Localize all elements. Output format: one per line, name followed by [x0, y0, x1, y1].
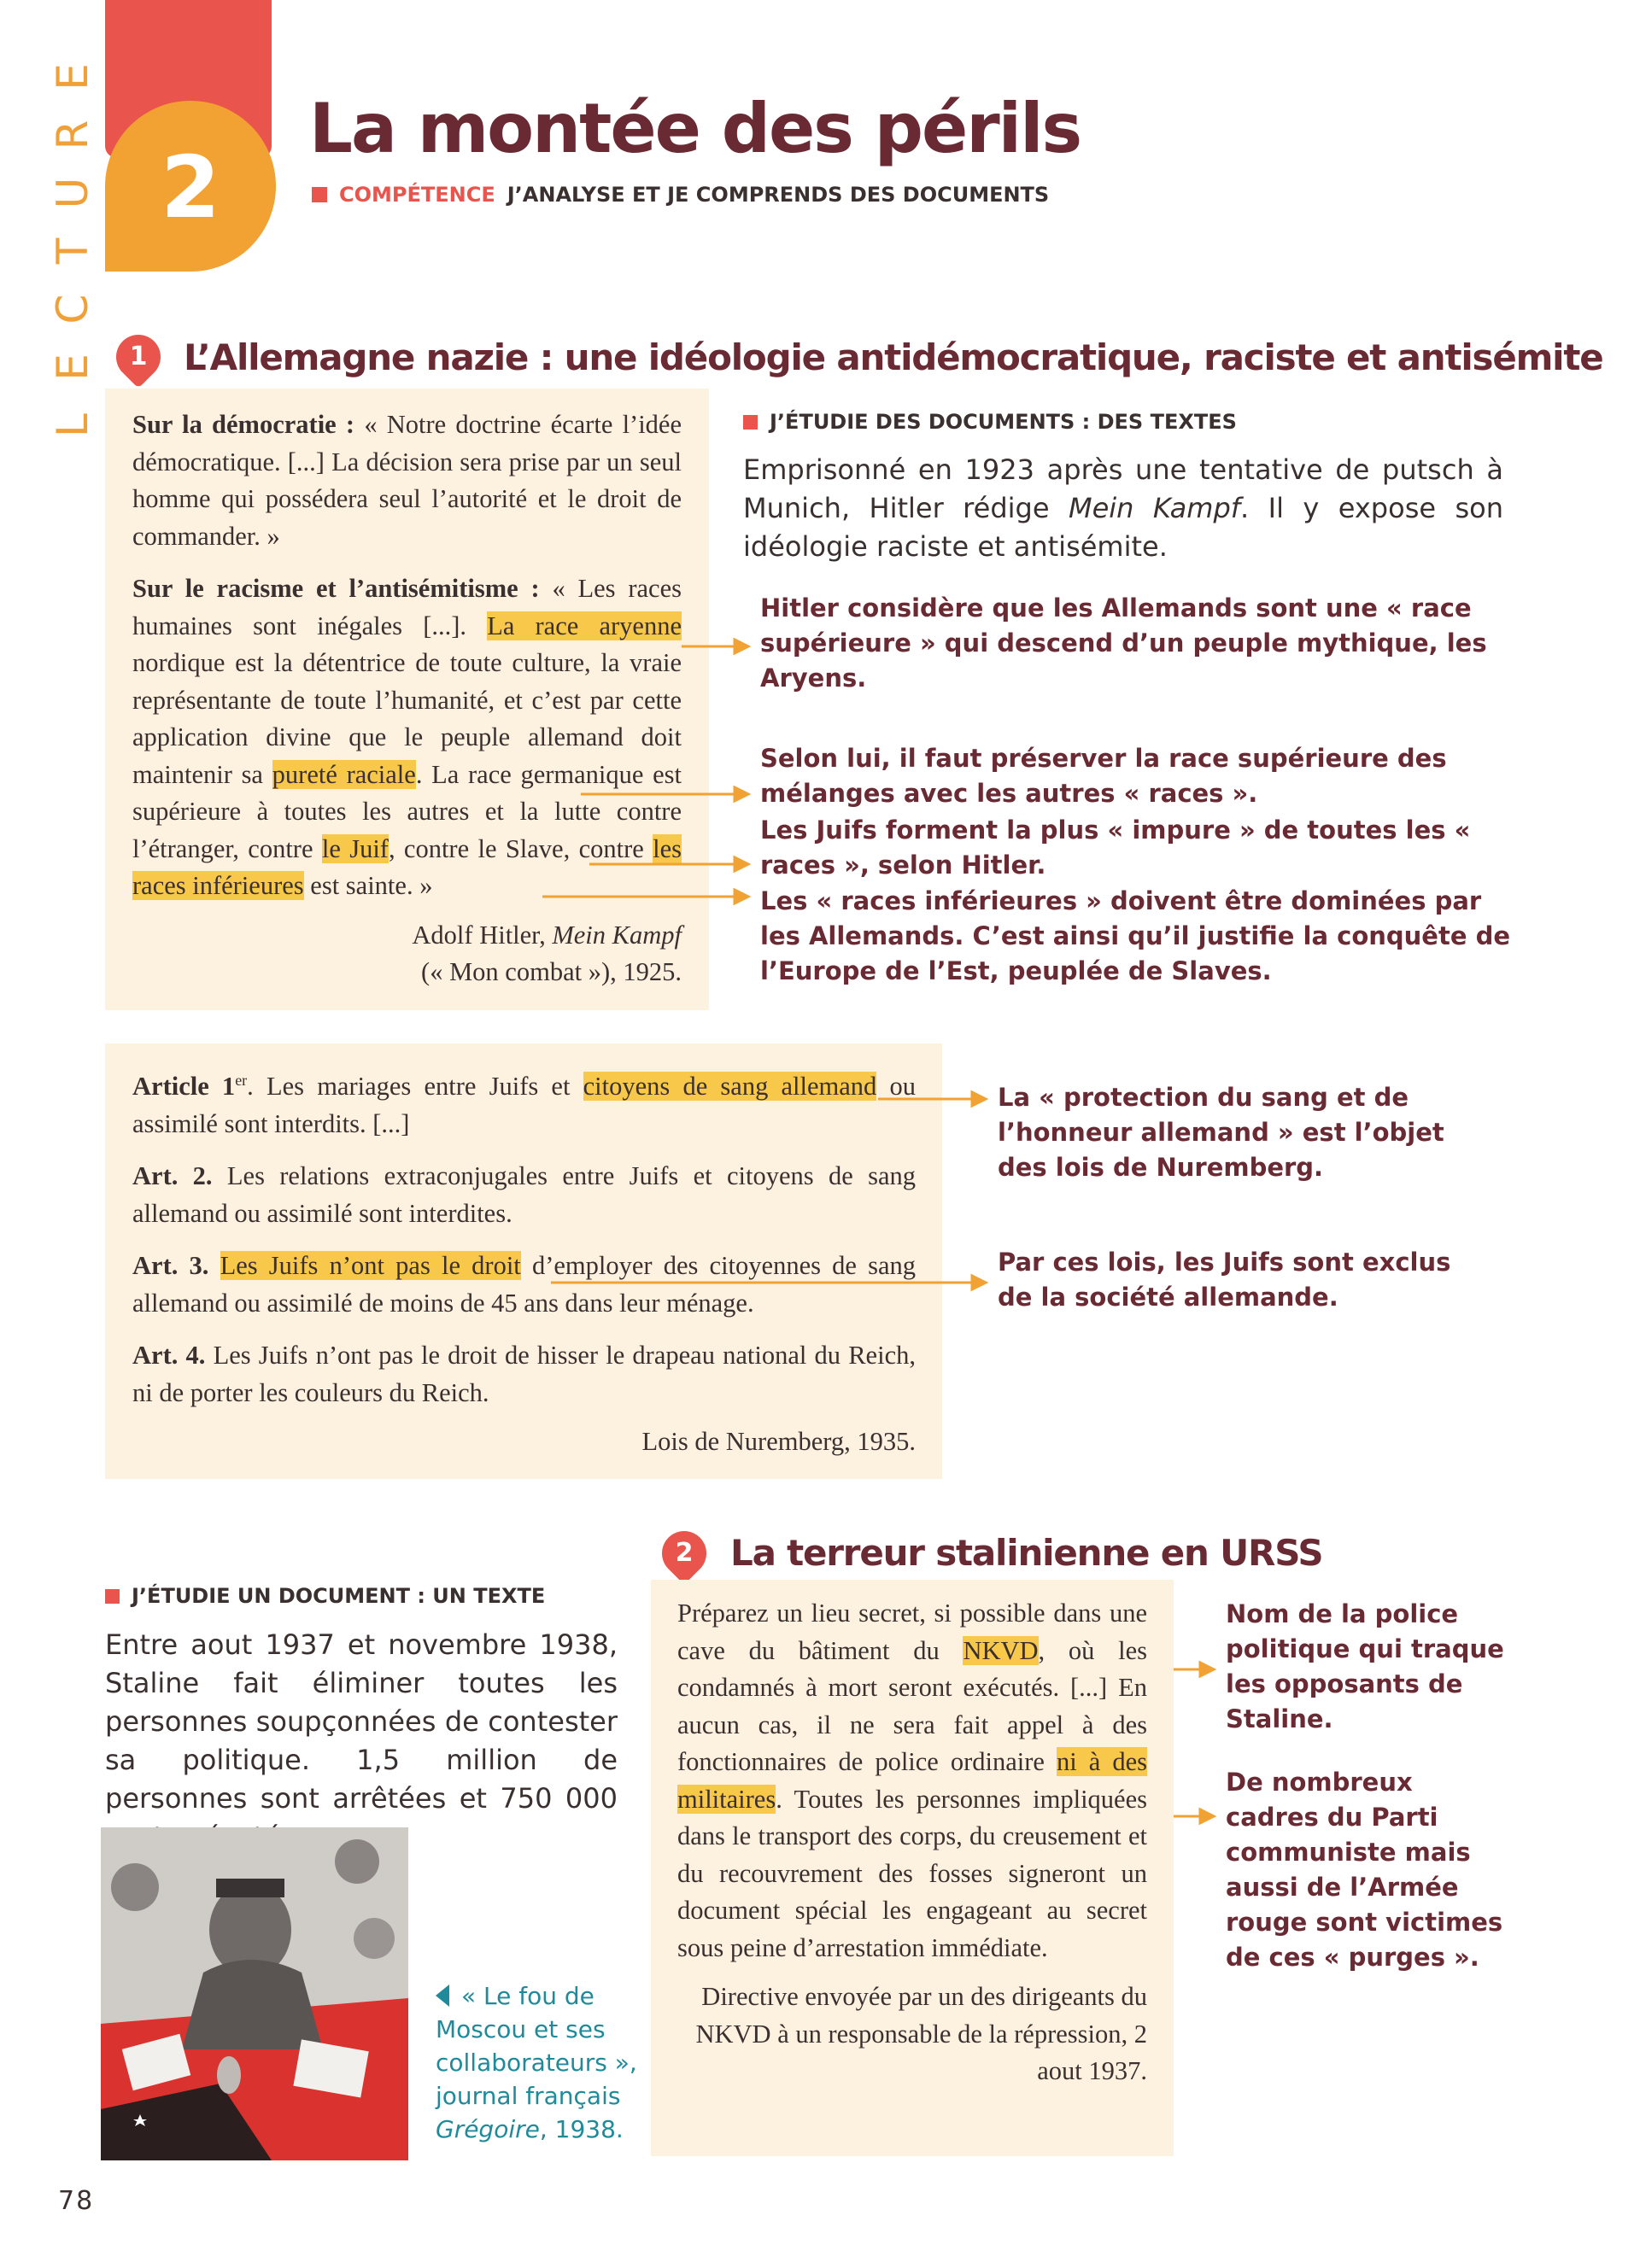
note-purity: Selon lui, il faut préserver la race supérieure des mélanges avec les autres « races ». — [760, 744, 1447, 808]
article-4-text: Les Juifs n’ont pas le droit de hisser le drapeau national du Reich, ni de porter les couleurs du Reich. — [132, 1341, 916, 1407]
directive-text-b: , où les condamnés à mort seront exécutés. [...] En aucun cas, il ne sera fait appel à des fonctionnaires de police ordinaire — [677, 1635, 1147, 1776]
directive-text-c: . Toutes les personnes impliquées dans le transport des corps, du creusement et du recouvrement des fosses signeront un document spécial les engageant au secret sous peine d’arrestation immédiate. — [677, 1784, 1147, 1962]
section-1-number: 1 — [129, 342, 148, 371]
source-title: Mein Kampf — [552, 920, 682, 950]
directive-source: Directive envoyée par un des dirigeants du NKVD à un responsable de la répression, 2 aout 1937. — [695, 1982, 1147, 2085]
lesson-number: 2 — [161, 137, 220, 237]
section-1-title: L’Allemagne nazie : une idéologie antidémocratique, raciste et antisémite — [184, 336, 1603, 378]
highlight-aryan-race: La race aryenne — [487, 611, 682, 640]
stalin-intro: Entre aout 1937 et novembre 1938, Staline fait éliminer toutes les personnes soupçonnées de contester sa politique. 1,5 million de personnes sont arrêtées et 750 000 — [105, 1628, 618, 1815]
caption-text-a: « Le fou de Moscou et ses collaborateurs », journal français — [436, 1982, 637, 2110]
page-number: 78 — [58, 2186, 95, 2216]
note-excluded: Par ces lois, les Juifs sont exclus de la société allemande. — [998, 1248, 1451, 1312]
arrow-military-head — [1200, 1809, 1214, 1823]
note-inferior-races: Les « races inférieures » doivent être dominées par les Allemands. C’est ainsi qu’il justifie la conquête de l’Europe de l’Est, peuplée de Slaves. — [760, 886, 1511, 985]
article-1-sup: er — [235, 1072, 248, 1089]
quote-democracy-text: « Notre doctrine écarte l’idée démocratique. [...] La décision sera prise par un seul homme qui possédera seul l’autorité et le droit de commander. » — [132, 410, 682, 551]
highlight-racial-purity: pureté raciale — [272, 759, 416, 789]
competence-label: COMPÉTENCE — [339, 183, 495, 207]
intro-text-b: . Il y expose son idéologie raciste et antisémite. — [743, 492, 1504, 563]
lecture-letter: E — [48, 354, 97, 381]
cartoon-drawing — [101, 1827, 408, 2160]
note-purges: De nombreux cadres du Parti communiste mais aussi de l’Armée rouge sont victimes de ces « purges ». — [1226, 1768, 1503, 1972]
article-1-text-b: ou assimilé sont interdits. [...] — [132, 1072, 916, 1138]
lecture-letter: R — [48, 120, 97, 150]
page-title: La montée des périls — [309, 89, 1081, 168]
arrow-no-right-head — [972, 1276, 986, 1289]
article-4-label: Art. 4. — [132, 1341, 206, 1371]
study-label-text: J’ÉTUDIE DES DOCUMENTS : DES TEXTES — [770, 410, 1237, 434]
note-blood-protection: La « protection du sang et de l’honneur allemand » est l’objet des lois de Nuremberg. — [998, 1083, 1444, 1182]
lecture-letter: C — [48, 294, 97, 324]
article-2-label: Art. 2. — [132, 1161, 213, 1191]
highlight-nkvd: NKVD — [963, 1635, 1039, 1665]
square-bullet-icon — [105, 1589, 120, 1604]
source-author: Adolf Hitler, — [412, 920, 553, 950]
competence-text: J’ANALYSE ET JE COMPRENDS DES DOCUMENTS — [507, 183, 1050, 207]
arrow-aryan-head — [735, 640, 748, 653]
intro-text-a: Emprisonné en 1923 après une tentative de putsch à Munich, Hitler rédige — [743, 453, 1503, 524]
caption-text-b: , 1938. — [539, 2115, 624, 2143]
quote-racism-text-b: nordique est la détentrice de toute culture, la vraie représentante de toute l’humanité, et c’est par cette application divine que le peuple allemand doit maintenir sa — [132, 648, 682, 789]
quote-democracy-label: Sur la démocratie : — [132, 410, 355, 439]
study-label-text-doc — [105, 1584, 545, 1608]
cartoon-caption — [436, 1979, 649, 2146]
highlight-military: ni à des militaires — [677, 1747, 1147, 1814]
note-jews: Les Juifs forment la plus « impure » de toutes les « races », selon Hitler. — [760, 815, 1471, 880]
source-rest: (« Mon combat »), 1925. — [421, 957, 682, 986]
quote-racism-text-d: , contre le Slave, contre — [388, 833, 653, 863]
arrow-blood-head — [972, 1092, 986, 1106]
lecture-letter: T — [48, 237, 97, 265]
quote-racism-text-a: « Les races humaines sont inégales [...]. — [132, 574, 682, 640]
lecture-letter: U — [48, 177, 97, 209]
lecture-letter: L — [48, 413, 97, 437]
quote-racism-text-c: . La race germanique est supérieure à toutes les autres et la lutte contre l’étranger, contre — [132, 759, 682, 863]
directive-text — [677, 1595, 1147, 1967]
lecture-letter: E — [48, 63, 97, 91]
highlight-the-jew: le Juif — [321, 833, 389, 863]
study-label-text-2: J’ÉTUDIE UN DOCUMENT : UN TEXTE — [132, 1584, 546, 1608]
directive-text-a: Préparez un lieu secret, si possible dans une cave du bâtiment du — [677, 1599, 1147, 1665]
quote-racism-label: Sur le racisme et l’antisémitisme : — [132, 574, 540, 603]
note-aryans: Hitler considère que les Allemands sont une « race supérieure » qui descend d’un peuple mythique, les Aryens. — [760, 593, 1487, 693]
arrow-inferior-head — [735, 890, 748, 903]
caption-title: Grégoire — [436, 2115, 540, 2143]
article-3-label: Art. 3. — [132, 1251, 209, 1281]
arrow-nkvd-head — [1200, 1663, 1214, 1676]
nuremberg-source: Lois de Nuremberg, 1935. — [641, 1427, 916, 1457]
article-1-label: Article 1 — [132, 1072, 236, 1102]
article-2-text: Les relations extraconjugales entre Juifs et citoyens de sang allemand ou assimilé sont interdites. — [132, 1161, 916, 1228]
nkvd-directive — [677, 1595, 1147, 2090]
highlight-inferior-races: les races inférieures — [132, 833, 682, 900]
article-3-text: d’employer des citoyennes de sang allemand ou assimilé de moins de 45 ans dans leur ménage. — [132, 1251, 917, 1318]
note-nkvd: Nom de la police politique qui traque les opposants de Staline. — [1226, 1599, 1504, 1733]
arrow-purity-head — [735, 787, 748, 801]
section-2-title: La terreur stalinienne en URSS — [730, 1532, 1323, 1574]
article-1-text-a: . Les mariages entre Juifs et — [247, 1072, 583, 1102]
cartoon-image — [101, 1827, 408, 2160]
section-2-number: 2 — [675, 1538, 694, 1568]
arrow-jew-head — [735, 857, 748, 871]
quote-racism-text-e: est sainte. » — [303, 871, 433, 900]
triangle-pointer-icon — [436, 1984, 449, 2007]
highlight-german-blood: citoyens de sang allemand — [583, 1072, 877, 1102]
highlight-no-right: Les Juifs n’ont pas le droit — [220, 1251, 521, 1281]
intro-title: Mein Kampf — [1068, 492, 1241, 524]
